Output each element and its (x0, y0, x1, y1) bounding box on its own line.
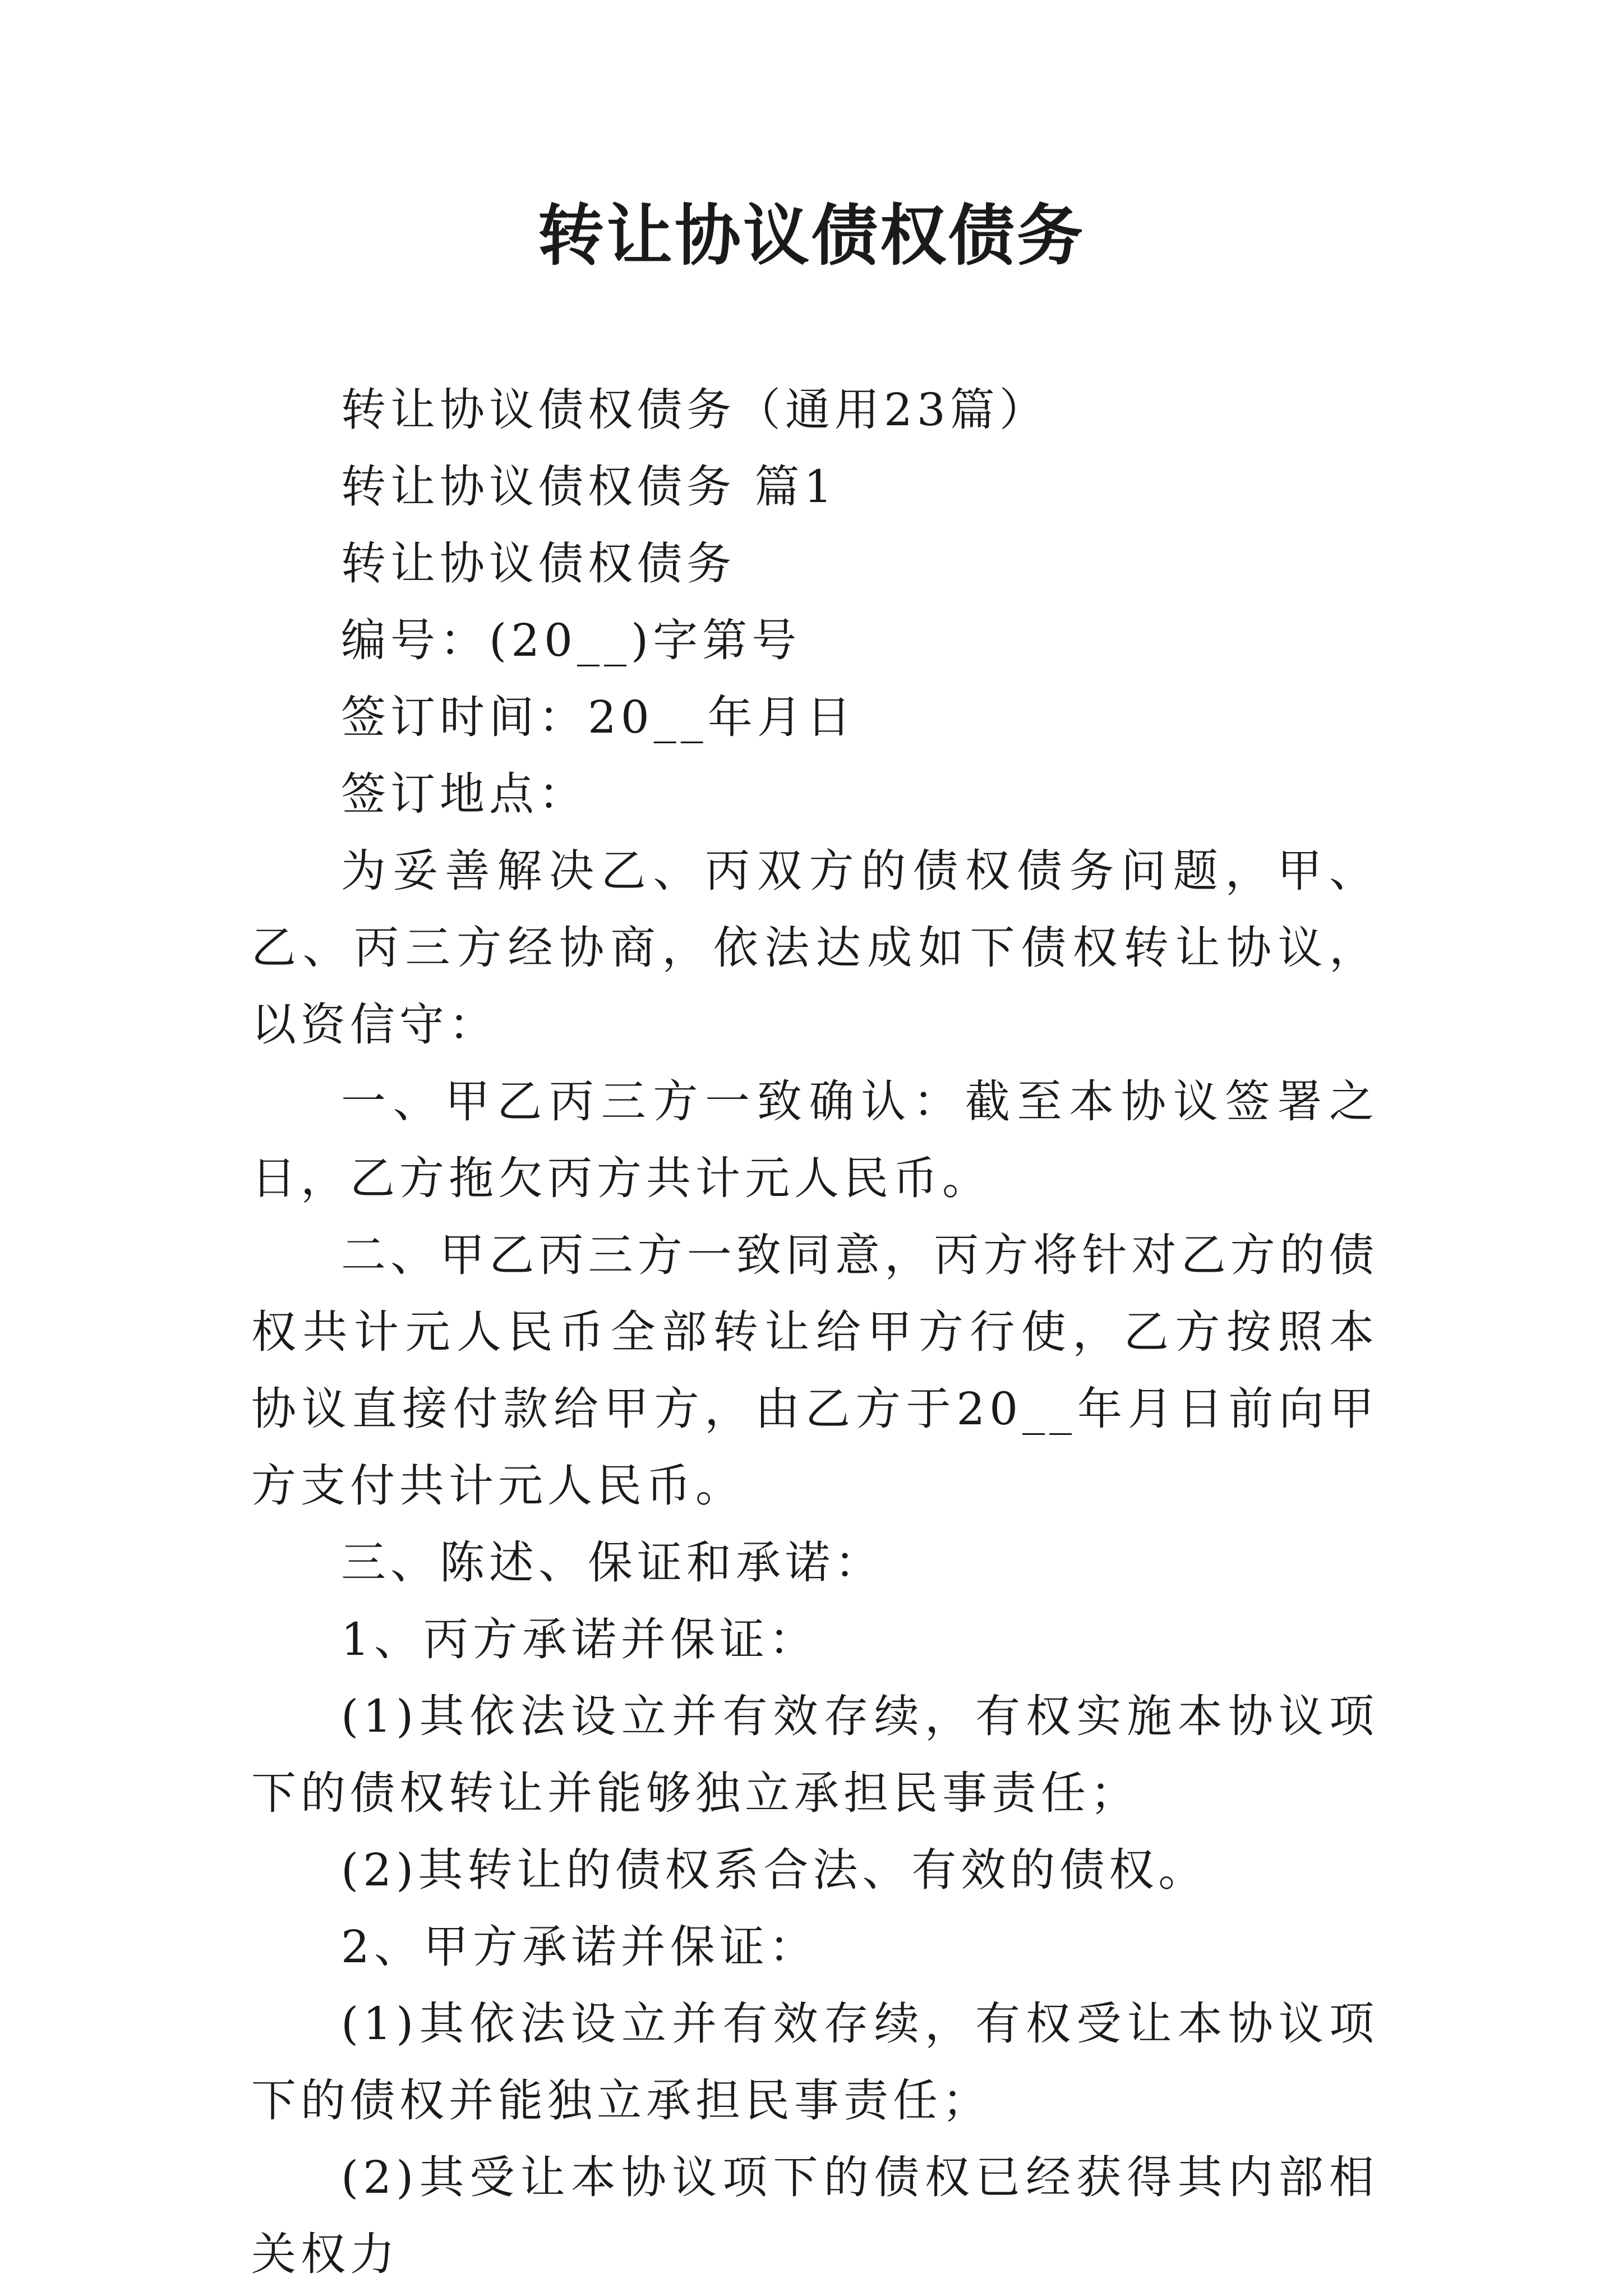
paragraph: (1)其依法设立并有效存续，有权实施本协议项下的债权转让并能够独立承担民事责任； (251, 1690, 1378, 1819)
paragraph: 三、陈述、保证和承诺： (341, 1536, 884, 1589)
paragraph: (2)其转让的债权系合法、有效的债权。 (341, 1844, 1208, 1896)
paragraph: 转让协议债权债务 篇1 (341, 461, 837, 513)
paragraph: (1)其依法设立并有效存续，有权受让本协议项下的债权并能独立承担民事责任； (251, 1998, 1378, 2127)
document-body (251, 371, 1378, 2293)
paragraph: (2)其受让本协议项下的债权已经获得其内部相关权力 (251, 2151, 1378, 2280)
paragraph: 一、甲乙丙三方一致确认：截至本协议签署之日，乙方拖欠丙方共计元人民币。 (251, 1075, 1378, 1204)
paragraph: 转让协议债权债务 (341, 537, 736, 590)
paragraph: 1、丙方承诺并保证： (341, 1613, 818, 1665)
paragraph: 签订地点： (341, 768, 588, 820)
paragraph: 转让协议债权债务（通用23篇） (341, 384, 1049, 436)
paragraph: 签订时间：20__年月日 (341, 691, 856, 743)
paragraph: 2、甲方承诺并保证： (341, 1921, 818, 1973)
paragraph: 二、甲乙丙三方一致同意，丙方将针对乙方的债权共计元人民币全部转让给甲方行使，乙方按照本协议直接付款给甲方，由乙方于20__年月日前向甲方支付共计元人民币。 (251, 1229, 1378, 1512)
document-title: 转让协议债权债务 (537, 197, 1085, 274)
paragraph: 编号：(20__)字第号 (341, 614, 801, 666)
paragraph: 为妥善解决乙、丙双方的债权债务问题，甲、乙、丙三方经协商，依法达成如下债权转让协议，以资信守： (251, 845, 1378, 1051)
